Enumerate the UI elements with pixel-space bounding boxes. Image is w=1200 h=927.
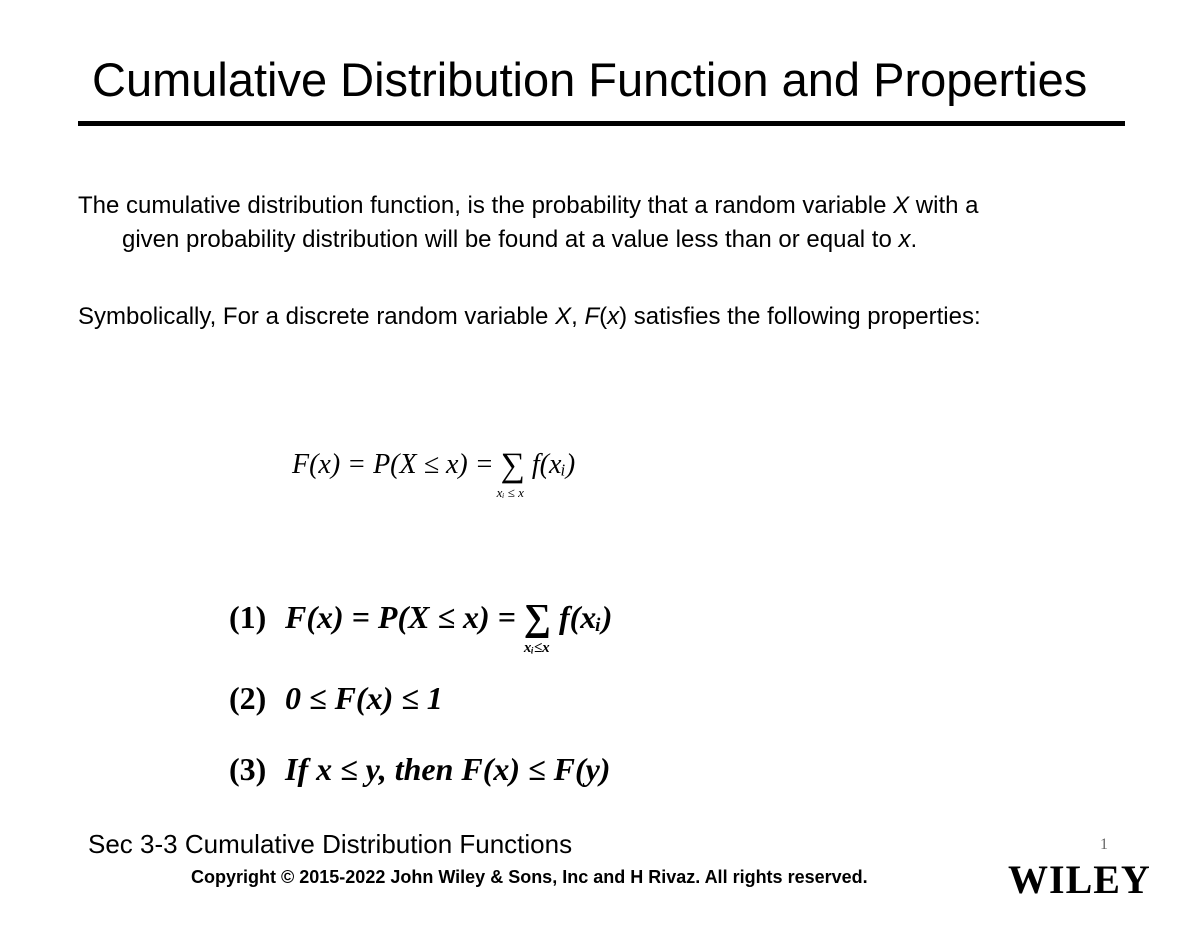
summation-symbol: [496, 447, 525, 500]
summation-subscript: xᵢ ≤ x: [496, 485, 524, 500]
definition-text-2a: given probability distribution will be found at a value less than or equal to: [122, 226, 899, 253]
property-2: [229, 680, 443, 717]
property-3-number: (3): [229, 751, 267, 787]
cdf-formula-lhs: F(x) = P(X ≤ x) =: [292, 449, 501, 480]
symbolic-statement: [78, 300, 981, 334]
symbolic-close: ): [619, 303, 628, 330]
definition-paragraph: [78, 189, 979, 257]
symbolic-text-b: satisfies the following properties:: [627, 303, 981, 330]
symbolic-comma: ,: [571, 303, 585, 330]
definition-line-1: [78, 189, 979, 223]
property-1-summation: [523, 596, 551, 656]
definition-line-2: [78, 223, 979, 257]
footer-section-label: Sec 3-3 Cumulative Distribution Functions: [88, 829, 573, 859]
symbolic-var-X: X: [555, 303, 572, 330]
property-1-lhs: F(x) = P(X ≤ x) =: [285, 599, 524, 635]
property-3: [229, 751, 610, 788]
definition-text-1b: with a: [909, 192, 979, 219]
definition-text-1a: The cumulative distribution function, is the probability that a random variable: [78, 192, 894, 219]
page-number: 1: [1100, 836, 1108, 853]
cdf-formula-rhs: f(xᵢ): [531, 449, 576, 480]
definition-var-X: X: [893, 192, 910, 219]
property-1-sigma: ∑: [523, 597, 551, 639]
slide-title: Cumulative Distribution Function and Properties: [92, 53, 1088, 106]
summation-sigma: ∑: [500, 447, 525, 484]
property-2-number: (2): [229, 680, 267, 716]
copyright-notice: Copyright © 2015-2022 John Wiley & Sons, Inc and H Rivaz. All rights reserved.: [191, 867, 868, 887]
wiley-logo: WILEY: [1008, 857, 1151, 902]
definition-var-x: x: [898, 226, 911, 253]
property-1-number: (1): [229, 599, 267, 635]
definition-text-2b: .: [910, 226, 918, 253]
symbolic-text-a: Symbolically, For a discrete random variable: [78, 303, 556, 330]
symbolic-open: (: [599, 303, 608, 330]
title-underline: [78, 121, 1125, 126]
symbolic-var-x: x: [607, 303, 620, 330]
symbolic-F: F: [584, 303, 600, 330]
cdf-formula: [292, 447, 576, 500]
property-3-text: If x ≤ y, then F(x) ≤ F(y): [285, 751, 611, 787]
property-2-text: 0 ≤ F(x) ≤ 1: [285, 680, 443, 716]
property-1-subscript: xᵢ≤x: [523, 640, 550, 656]
property-1-rhs: f(xᵢ): [558, 599, 613, 635]
property-1: [229, 596, 613, 656]
